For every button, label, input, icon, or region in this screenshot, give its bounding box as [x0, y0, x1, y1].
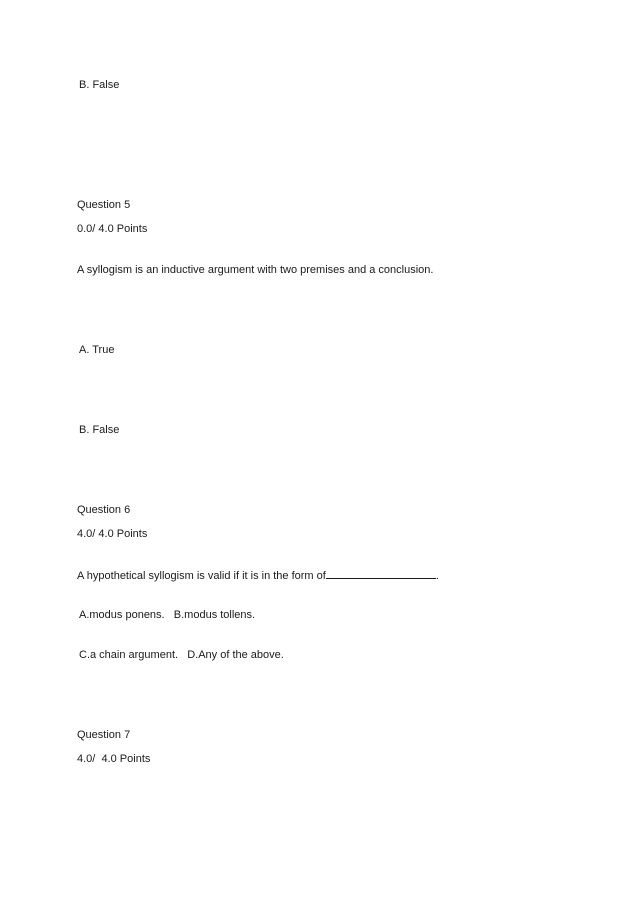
q6-prompt-end: . — [435, 570, 439, 582]
q6-answer-blank — [326, 568, 436, 579]
q5-heading: Question 5 — [77, 199, 131, 211]
q6-prompt — [77, 568, 439, 583]
q6-options-line-1: A.modus ponens. B.modus tollens. — [79, 609, 256, 621]
q5-option-b: B. False — [79, 424, 120, 436]
q6-options-line-2: C.a chain argument. D.Any of the above. — [79, 649, 284, 661]
q7-score: 4.0/ 4.0 Points — [77, 753, 151, 765]
q5-score: 0.0/ 4.0 Points — [77, 223, 148, 235]
q4-option-b: B. False — [79, 79, 120, 91]
q6-score: 4.0/ 4.0 Points — [77, 528, 148, 540]
q7-heading: Question 7 — [77, 729, 131, 741]
q6-heading: Question 6 — [77, 504, 131, 516]
q6-prompt-text: A hypothetical syllogism is valid if it is in the form of — [77, 570, 326, 582]
q5-prompt: A syllogism is an inductive argument with two premises and a conclusion. — [77, 264, 434, 276]
q5-option-a: A. True — [79, 344, 115, 356]
